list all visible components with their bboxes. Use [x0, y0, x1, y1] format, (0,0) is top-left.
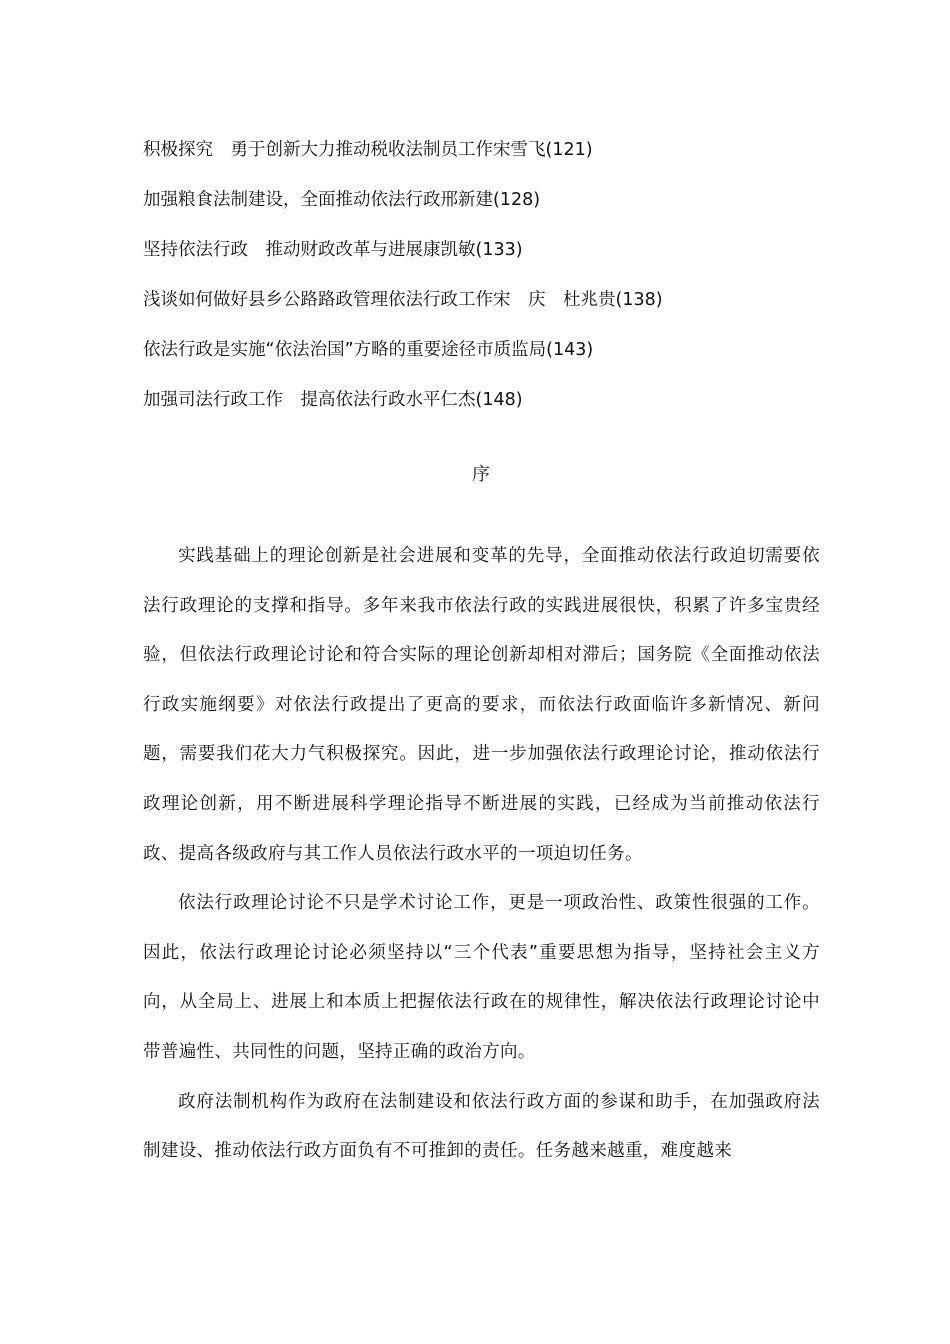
- preface-paragraph: 依法行政理论讨论不只是学术讨论工作，更是一项政治性、政策性很强的工作。因此，依法行政理论讨论必须坚持以“三个代表”重要思想为指导，坚持社会主义方向，从全局上、进展上和本质上把握依法行政在的规律性，解决依法行政理论讨论中带普遍性、共同性的问题，坚持正确的政治方向。: [143, 893, 820, 1062]
- toc-item: 依法行政是实施“依法治国”方略的重要途径市质监局(143): [143, 340, 594, 360]
- preface-heading: 序: [472, 464, 490, 485]
- toc-item: 加强粮食法制建设，全面推动依法行政邢新建(128): [143, 190, 541, 210]
- preface-body: [143, 532, 820, 1177]
- toc-item: 浅谈如何做好县乡公路路政管理依法行政工作宋 庆 杜兆贵(138): [143, 290, 663, 310]
- toc-item: 积极探究 勇于创新大力推动税收法制员工作宋雪飞(121): [143, 140, 593, 160]
- preface-paragraph: 政府法制机构作为政府在法制建设和依法行政方面的参谋和助手，在加强政府法制建设、推动依法行政方面负有不可推卸的责任。任务越来越重，难度越来: [143, 1091, 820, 1162]
- preface-paragraph: 实践基础上的理论创新是社会进展和变革的先导，全面推动依法行政迫切需要依法行政理论的支撑和指导。多年来我市依法行政的实践进展很快，积累了许多宝贵经验，但依法行政理论讨论和符合实际的理论创新却相对滞后；国务院《全面推动依法行政实施纲要》对依法行政提出了更高的要求，而依法行政面临许多新情况、新问题，需要我们花大力气积极探究。因此，进一步加强依法行政理论讨论，推动依法行政理论创新，用不断进展科学理论指导不断进展的实践，已经成为当前推动依法行政、提高各级政府与其工作人员依法行政水平的一项迫切任务。: [143, 546, 820, 864]
- toc-item: 坚持依法行政 推动财政改革与进展康凯敏(133): [143, 240, 523, 260]
- table-of-contents: [143, 133, 823, 433]
- toc-item: 加强司法行政工作 提高依法行政水平仁杰(148): [143, 390, 523, 410]
